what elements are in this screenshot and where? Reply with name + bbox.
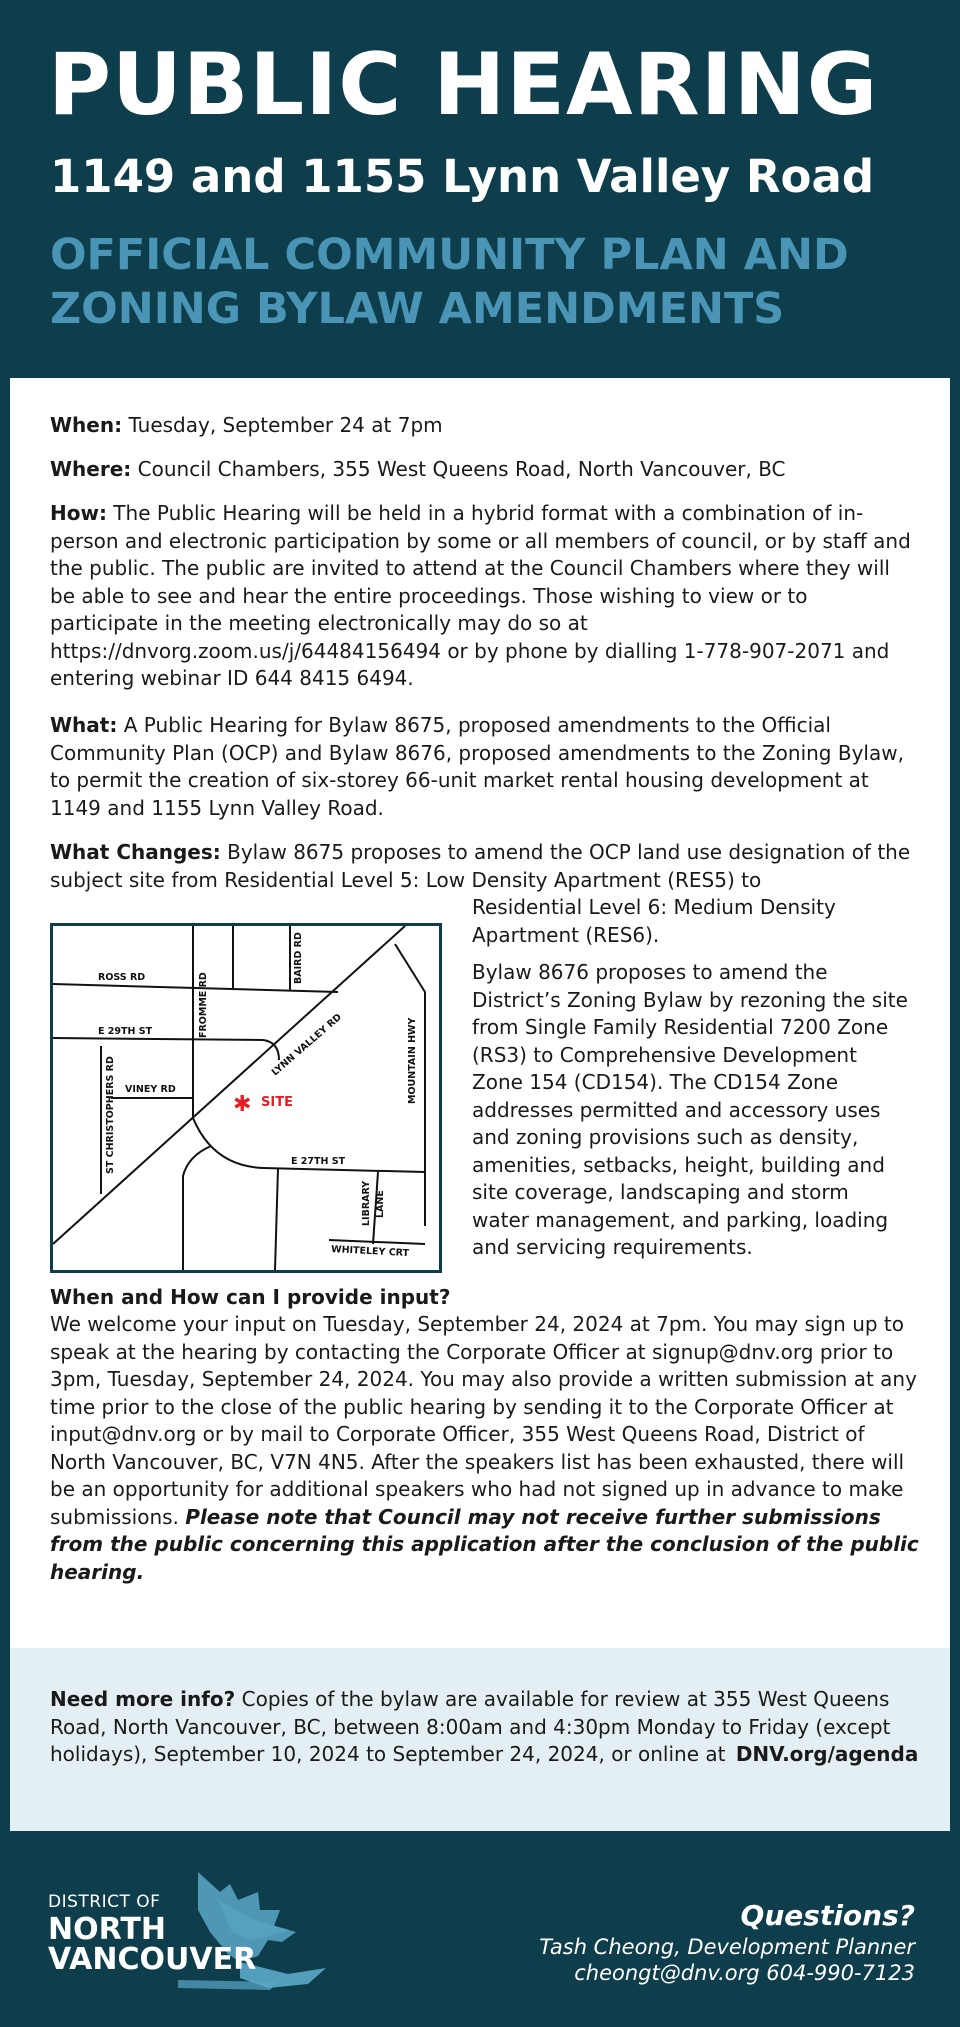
header xyxy=(0,0,960,378)
contact-question: Questions? xyxy=(740,1899,915,1932)
eagle-icon xyxy=(158,1870,378,2000)
page-title: PUBLIC HEARING xyxy=(48,35,879,135)
map-label-st-christophers: ST CHRISTOPHERS RD xyxy=(105,1056,116,1174)
what-row xyxy=(50,712,920,822)
map-label-whiteley: WHITELEY CRT xyxy=(330,1244,410,1260)
what-label: What: xyxy=(50,713,118,737)
map-label-fromme: FROMME RD xyxy=(198,972,209,1038)
where-row xyxy=(50,456,920,484)
site-map-graphic xyxy=(53,926,439,1270)
map-label-baird: BAIRD RD xyxy=(293,932,304,984)
contact-block xyxy=(415,1898,915,1986)
when-text: Tuesday, September 24 at 7pm xyxy=(122,413,443,437)
map-label-lane: LANE xyxy=(375,1190,386,1218)
site-map xyxy=(50,923,442,1273)
changes-text: Bylaw 8675 proposes to amend the OCP land use designation of the subject site from Residential Level 5: Low Density Apartment (RES5) to xyxy=(50,840,911,892)
where-label: Where: xyxy=(50,457,132,481)
changes-row xyxy=(50,839,920,894)
notice-body xyxy=(10,378,950,1648)
map-label-ross: ROSS RD xyxy=(98,972,146,983)
input-text: We welcome your input on Tuesday, September 24, 2024 at 7pm. You may sign up to speak at the hearing by contacting the Corporate Officer at signup@dnv.org prior to 3pm, Tuesday, September 24, 2024. You may also provide a written submission at any time prior to the close of the public hearing by sending it to the Corporate Officer at input@dnv.org or by mail to Corporate Officer, 355 West Queens Road, District of North Vancouver, BC, V7N 4N5. After the speakers list has been exhausted, there will be an opportunity for additional speakers who had not signed up in advance to make submissions. xyxy=(50,1312,917,1529)
map-label-mountain: MOUNTAIN HWY xyxy=(407,1017,418,1104)
how-label: How: xyxy=(50,501,107,525)
lower-road-middle xyxy=(275,1168,278,1270)
how-row xyxy=(50,500,920,693)
map-label-library: LIBRARY xyxy=(361,1180,372,1226)
logo-line-vancouver: VANCOUVER xyxy=(48,1942,257,1977)
contact-details[interactable]: cheongt@dnv.org 604-990-7123 xyxy=(574,1961,915,1985)
whiteley-court-line xyxy=(329,1240,425,1244)
map-label-viney: VINEY RD xyxy=(125,1084,176,1095)
where-text: Council Chambers, 355 West Queens Road, North Vancouver, BC xyxy=(131,457,786,481)
more-info-text: Need more info? Copies of the bylaw are available for review at 355 West Queens Road, North Vancouver, BC, between 8:00am and 4:30pm Monday to Friday (except holidays), September 10, 2024 to September 24, 2024, or online at DNV.org/agenda xyxy=(50,1687,919,1766)
input-body xyxy=(50,1311,920,1586)
hearing-subtitle: OFFICIAL COMMUNITY PLAN AND ZONING BYLAW AMENDMENTS xyxy=(50,230,849,334)
site-marker-icon: ✱ xyxy=(233,1092,252,1117)
hearing-address: 1149 and 1155 Lynn Valley Road xyxy=(50,150,875,203)
logo-line-north: NORTH xyxy=(48,1912,166,1947)
map-label-e29: E 29TH ST xyxy=(98,1026,153,1037)
input-heading: When and How can I provide input? xyxy=(50,1285,451,1309)
contact-name: Tash Cheong, Development Planner xyxy=(539,1935,915,1959)
what-text: A Public Hearing for Bylaw 8675, proposed amendments to the Official Community Plan (OCP) and Bylaw 8676, proposed amendments to the Zoning Bylaw, to permit the creation of six-storey 66-unit market rental housing development at 1149 and 1155 Lynn Valley Road. xyxy=(50,713,904,820)
input-note: Please note that Council may not receive further submissions from the public concerning this application after the conclusion of the public hearing. xyxy=(50,1504,919,1584)
map-site-label: SITE xyxy=(261,1095,293,1110)
logo-line-district: DISTRICT OF xyxy=(48,1892,161,1912)
e29-street-line xyxy=(53,1038,279,1060)
how-text: The Public Hearing will be held in a hybrid format with a combination of in-person and electronic participation by some or all members of council, or by staff and the public. The public are invited to attend at the Council Chambers where they will be able to see and hear the entire proceedings. Those wishing to view or to participate in the meeting electronically may do so at https://dnvorg.zoom.us/j/64484156494 or by phone by dialling 1-778-907-2071 and entering webinar ID 644 8415 6494. xyxy=(50,501,911,690)
district-logo xyxy=(48,1870,348,2000)
when-row xyxy=(50,412,920,440)
lower-road-west xyxy=(183,1146,211,1270)
more-info-box xyxy=(10,1648,950,1831)
changes-continued: Residential Level 6: Medium Density Apartment (RES6). xyxy=(472,895,836,947)
ross-road-line xyxy=(53,984,338,992)
map-label-lynn-valley: LYNN VALLEY RD xyxy=(269,1011,344,1079)
when-label: When: xyxy=(50,413,123,437)
map-label-e27: E 27TH ST xyxy=(291,1156,346,1167)
agenda-link[interactable]: DNV.org/agenda xyxy=(735,1742,919,1766)
changes-label: What Changes: xyxy=(50,840,221,864)
more-info-label: Need more info? xyxy=(50,1687,236,1711)
bylaw-8676-text: Bylaw 8676 proposes to amend the District’s Zoning Bylaw by rezoning the site from Single Family Residential 7200 Zone (RS3) to Comprehensive Development Zone 154 (CD154). The CD154 Zone addresses permitted and accessory uses and zoning provisions such as density, amenities, setbacks, height, building and site coverage, landscaping and storm water management, and parking, loading and servicing requirements. xyxy=(472,960,908,1259)
